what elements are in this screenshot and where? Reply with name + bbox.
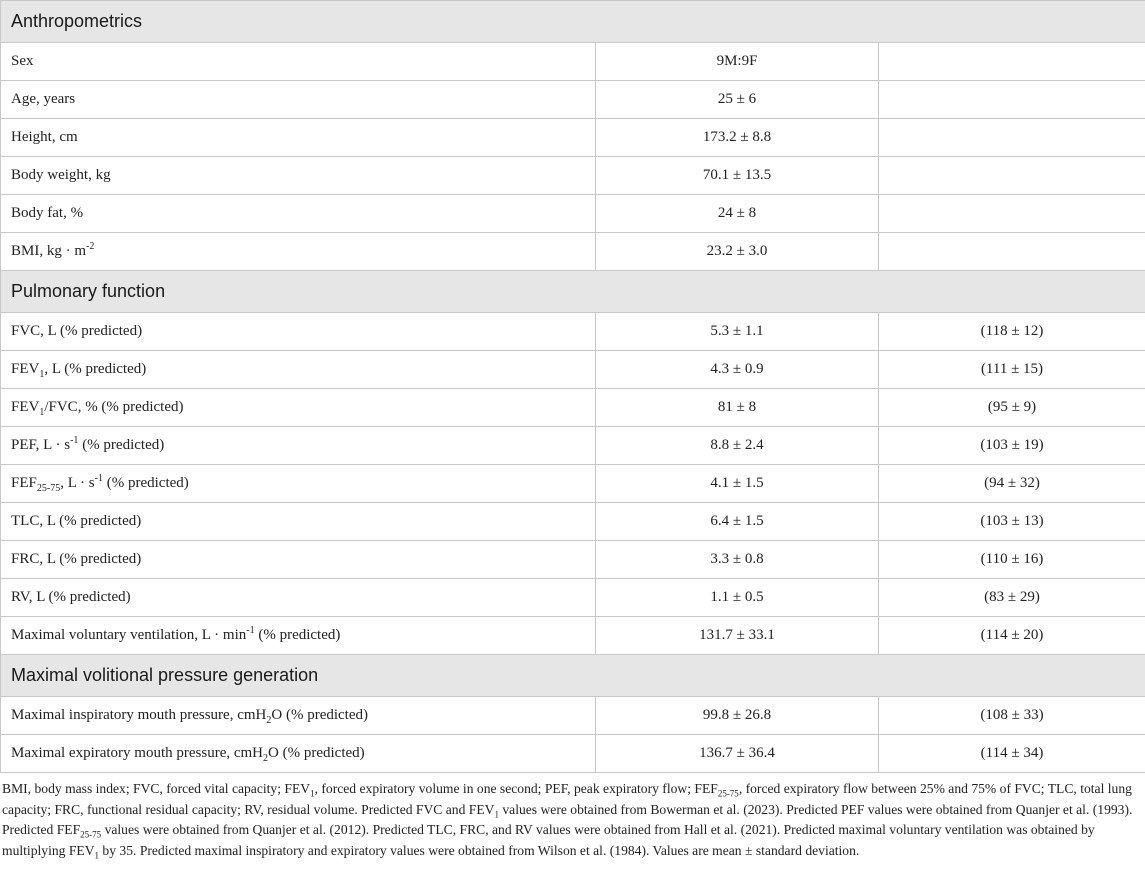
row-label-part: , L · s [60, 475, 95, 491]
row-label-part: PEF, L · s [11, 437, 71, 453]
row-label-part: Maximal expiratory mouth pressure, cmH [11, 745, 264, 761]
section-header [1, 655, 1145, 697]
row-label [1, 233, 596, 271]
row-value: 131.7 ± 33.1 [596, 617, 879, 655]
row-predicted: (118 ± 12) [879, 313, 1145, 351]
row-label-part: FEV [11, 399, 40, 415]
row-label-part: -1 [246, 625, 255, 636]
row-value: 136.7 ± 36.4 [596, 735, 879, 773]
row-predicted: (108 ± 33) [879, 697, 1145, 735]
footnote-text: , forced expiratory flow between 25% and 75% of FVC; TLC, total lung capacity; FRC, functional residual capacity; RV, residual volume. Predicted FVC and FEV [2, 781, 1132, 817]
row-label-part: BMI, kg · m [11, 243, 86, 259]
row-value: 8.8 ± 2.4 [596, 427, 879, 465]
row-predicted [879, 195, 1145, 233]
row-label-part: Maximal voluntary ventilation, L · min [11, 627, 247, 643]
table-row [1, 43, 1145, 81]
row-label-part: O (% predicted) [268, 745, 365, 761]
row-label-part: 1 [39, 369, 45, 380]
row-predicted [879, 43, 1145, 81]
row-predicted [879, 81, 1145, 119]
row-predicted: (111 ± 15) [879, 351, 1145, 389]
section-title: Anthropometrics [1, 1, 1145, 43]
section-header [1, 1, 1145, 43]
row-value: 4.1 ± 1.5 [596, 465, 879, 503]
row-label-part: -2 [86, 241, 95, 252]
row-label-part: (% predicted) [103, 475, 189, 491]
row-predicted: (114 ± 34) [879, 735, 1145, 773]
row-value: 6.4 ± 1.5 [596, 503, 879, 541]
footnote-text: values were obtained from Bowerman et al. (2023). Predicted PEF values were obtained from Quanjer et al. (1993). Predicted FEF [2, 801, 1133, 837]
row-label: FVC, L (% predicted) [1, 313, 596, 351]
section-title: Pulmonary function [1, 271, 1145, 313]
row-predicted: (94 ± 32) [879, 465, 1145, 503]
table-row [1, 503, 1145, 541]
table-row [1, 233, 1145, 271]
row-label-part: , L (% predicted) [44, 361, 147, 377]
row-value: 1.1 ± 0.5 [596, 579, 879, 617]
row-label-part: (% predicted) [254, 627, 341, 643]
row-label-part: 2 [263, 753, 269, 764]
table-row [1, 735, 1145, 773]
row-value: 4.3 ± 0.9 [596, 351, 879, 389]
row-label: Body fat, % [1, 195, 596, 233]
row-label-part: /FVC, % (% predicted) [44, 399, 184, 415]
footnote-sub: 25-75 [717, 788, 739, 799]
row-label [1, 465, 596, 503]
row-label: RV, L (% predicted) [1, 579, 596, 617]
row-label [1, 697, 596, 735]
section-header [1, 271, 1145, 313]
table-row [1, 465, 1145, 503]
footnote-sub: 1 [494, 809, 499, 820]
footnote-text: values were obtained from Quanjer et al. (2012). Predicted TLC, FRC, and RV values were obtained from Hall et al. (2021). Predicted maximal voluntary ventilation was obtained by multiplying FEV [2, 822, 1095, 858]
row-label-part: FEV [11, 361, 40, 377]
table-row [1, 389, 1145, 427]
footnote-text: , forced expiratory volume in one second; PEF, peak expiratory flow; FEF [314, 781, 718, 796]
row-label: Height, cm [1, 119, 596, 157]
section-title: Maximal volitional pressure generation [1, 655, 1145, 697]
table-row [1, 427, 1145, 465]
row-label-part: O (% predicted) [271, 707, 368, 723]
row-value: 81 ± 8 [596, 389, 879, 427]
footnote-sub: 1 [310, 788, 315, 799]
row-label [1, 351, 596, 389]
row-label [1, 617, 596, 655]
row-label-part: FEF [11, 475, 37, 491]
row-label-part: 1 [39, 407, 45, 418]
table-row [1, 313, 1145, 351]
row-label: FRC, L (% predicted) [1, 541, 596, 579]
row-predicted: (83 ± 29) [879, 579, 1145, 617]
row-label-part: -1 [94, 473, 103, 484]
footnote-sub: 25-75 [80, 829, 102, 840]
row-value: 70.1 ± 13.5 [596, 157, 879, 195]
footnote-text: BMI, body mass index; FVC, forced vital capacity; FEV [2, 781, 311, 796]
table-footnote [0, 773, 1145, 861]
row-value: 9M:9F [596, 43, 879, 81]
row-label-part: (% predicted) [78, 437, 165, 453]
row-value: 23.2 ± 3.0 [596, 233, 879, 271]
row-value: 99.8 ± 26.8 [596, 697, 879, 735]
table-row [1, 697, 1145, 735]
row-label [1, 389, 596, 427]
row-label [1, 735, 596, 773]
row-predicted [879, 119, 1145, 157]
row-label [1, 427, 596, 465]
table-row [1, 579, 1145, 617]
table-row [1, 351, 1145, 389]
row-label-part: 2 [266, 715, 272, 726]
table-row [1, 541, 1145, 579]
row-predicted [879, 233, 1145, 271]
row-label: Age, years [1, 81, 596, 119]
table-row [1, 617, 1145, 655]
row-value: 3.3 ± 0.8 [596, 541, 879, 579]
row-value: 5.3 ± 1.1 [596, 313, 879, 351]
row-value: 25 ± 6 [596, 81, 879, 119]
footnote-sub: 1 [94, 850, 100, 861]
row-label-part: Maximal inspiratory mouth pressure, cmH [11, 707, 267, 723]
row-predicted: (110 ± 16) [879, 541, 1145, 579]
footnote-text: by 35. Predicted maximal inspiratory and expiratory values were obtained from Wilson et al. (1984). Values are mean ± standard deviation. [99, 842, 860, 858]
row-predicted [879, 157, 1145, 195]
table-row [1, 119, 1145, 157]
row-label-part: -1 [70, 435, 79, 446]
row-predicted: (103 ± 19) [879, 427, 1145, 465]
row-predicted: (95 ± 9) [879, 389, 1145, 427]
row-value: 173.2 ± 8.8 [596, 119, 879, 157]
row-label: TLC, L (% predicted) [1, 503, 596, 541]
row-predicted: (103 ± 13) [879, 503, 1145, 541]
table-row [1, 81, 1145, 119]
row-predicted: (114 ± 20) [879, 617, 1145, 655]
row-label: Sex [1, 43, 596, 81]
row-value: 24 ± 8 [596, 195, 879, 233]
row-label: Body weight, kg [1, 157, 596, 195]
row-label-part: 25-75 [36, 483, 61, 494]
table-row [1, 157, 1145, 195]
table-row [1, 195, 1145, 233]
